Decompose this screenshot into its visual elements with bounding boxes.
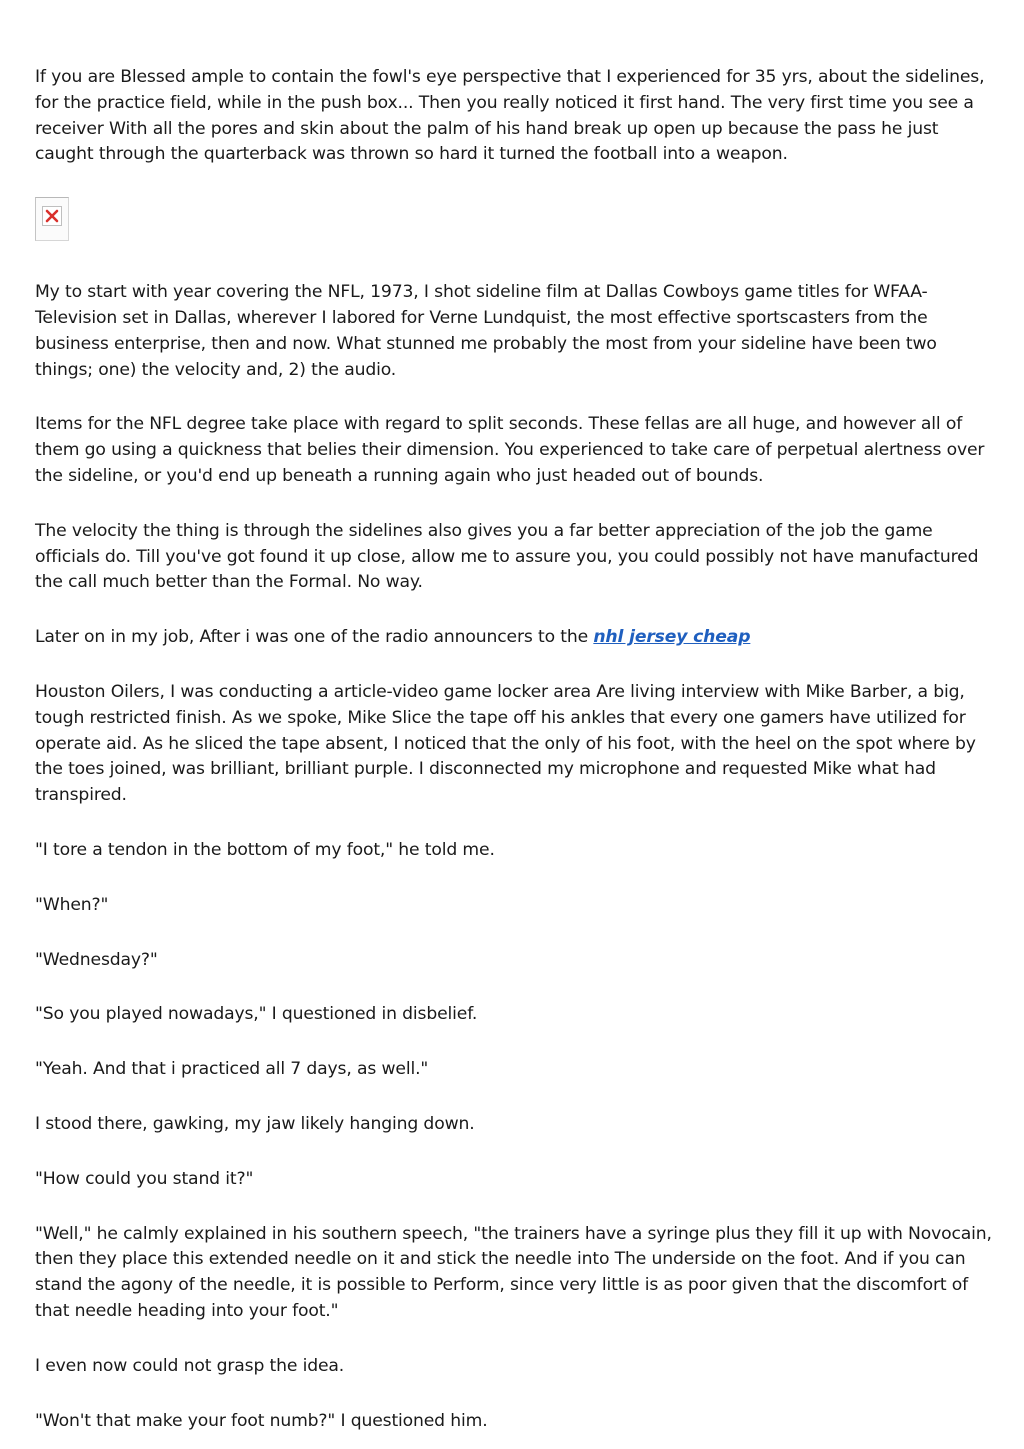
paragraph-8: "Wednesday?" xyxy=(35,949,158,970)
broken-image-icon xyxy=(42,206,62,226)
paragraph-1: If you are Blessed ample to contain the fowl's eye perspective that I experienced for 35 yrs, about the sidelines, for the practice field, while in the push box... Then you really noticed it first hand. The very first time you see a receiver With all the pores and skin about the palm of his hand break up open up because the pass he just caught through the quarterback was thrown so hard it turned the football into a weapon. xyxy=(35,67,985,165)
paragraph-7: "When?" xyxy=(35,894,109,915)
broken-image xyxy=(35,197,69,241)
link-lead-text: Later on in my job, After i was one of the radio announcers to the xyxy=(35,627,594,648)
paragraph-14: I even now could not grasp the idea. xyxy=(35,1355,345,1376)
paragraph-4: The velocity the thing is through the sidelines also gives you a far better appreciation of the job the game officials do. Till you've got found it up close, allow me to assure you, you could possibly not have manufactured the call much better than the Formal. No way. xyxy=(35,520,979,593)
nhl-jersey-link[interactable]: nhl jersey cheap xyxy=(593,627,751,648)
paragraph-5: Houston Oilers, I was conducting a article-video game locker area Are living interview with Mike Barber, a big, tough restricted finish. As we spoke, Mike Slice the tape off his ankles that every one gamers have utilized for operate aid. As he sliced the tape absent, I noticed that the only of his foot, with the heel on the spot where by the toes joined, was brilliant, brilliant purple. I disconnected my microphone and requested Mike what had transpired. xyxy=(35,681,976,806)
paragraph-12: "How could you stand it?" xyxy=(35,1168,254,1189)
paragraph-15: "Won't that make your foot numb?" I questioned him. xyxy=(35,1410,488,1431)
paragraph-11: I stood there, gawking, my jaw likely hanging down. xyxy=(35,1113,475,1134)
paragraph-6: "I tore a tendon in the bottom of my foot," he told me. xyxy=(35,839,495,860)
paragraph-link xyxy=(35,625,994,651)
paragraph-10: "Yeah. And that i practiced all 7 days, as well." xyxy=(35,1059,429,1080)
paragraph-2: My to start with year covering the NFL, 1973, I shot sideline film at Dallas Cowboys game titles for WFAA-Television set in Dallas, wherever I labored for Verne Lundquist, the most effective sportscasters from the business enterprise, then and now. What stunned me probably the most from your sideline have been two things; one) the velocity and, 2) the audio. xyxy=(35,282,937,380)
paragraph-13: "Well," he calmly explained in his southern speech, "the trainers have a syringe plus they fill it up with Novocain, then they place this extended needle on it and stick the needle into The underside on the foot. And if you can stand the agony of the needle, it is possible to Perform, since very little is as poor given that the discomfort of that needle heading into your foot." xyxy=(35,1223,992,1321)
paragraph-3: Items for the NFL degree take place with regard to split seconds. These fellas are all huge, and however all of them go using a quickness that belies their dimension. You experienced to take care of perpetual alertness over the sideline, or you'd end up beneath a running again who just headed out of bounds. xyxy=(35,414,985,486)
paragraph-9: "So you played nowadays," I questioned in disbelief. xyxy=(35,1004,478,1025)
